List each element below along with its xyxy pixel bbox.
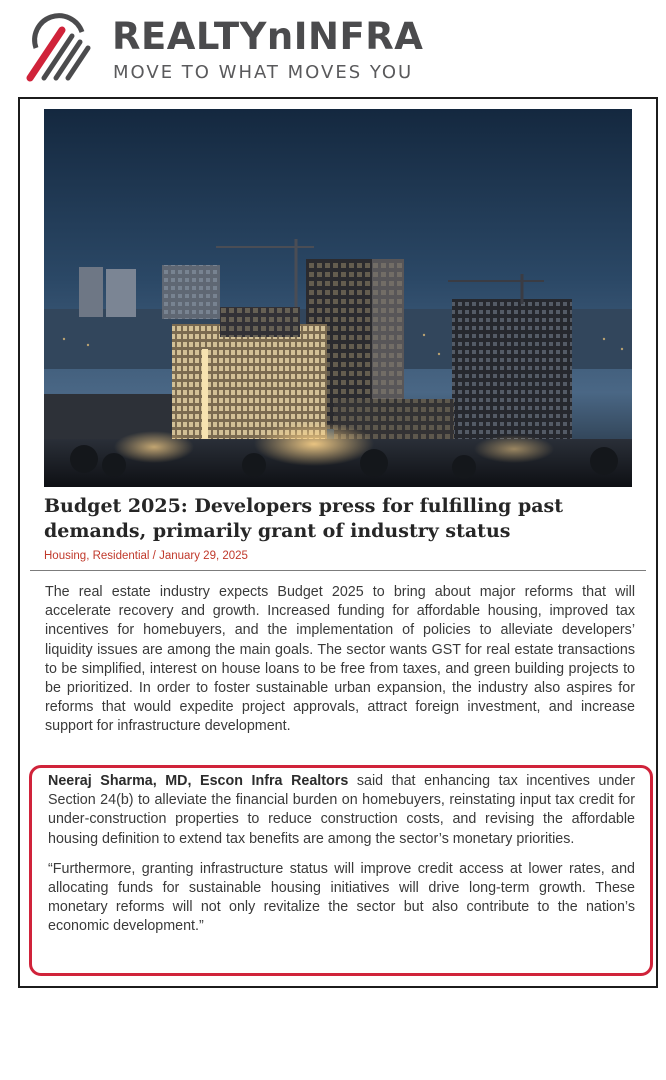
article-body: The real estate industry expects Budget 2025 to bring about major reforms that will accelerate recovery and growth. Increased funding for affordable housing, improved tax incentives for homebuyers, and the implementation of policies to alleviate developers’ liquidity issues are among the main goals. The sector wants GST for real estate transactions to be simplified, interest on house loans to be free from taxes, and green building projects to be prioritized. In order to foster sustainable urban expansion, the industry also aspires for reforms that would expedite project approvals, attract foreign investment, and increase support for infrastructure development. [45,584,635,735]
article-hero-image [44,109,632,487]
quote-speaker: Neeraj Sharma, MD, Escon Infra Realtors [48,773,349,789]
highlighted-quote-box [29,765,653,976]
meta-separator: / [149,550,160,562]
quote-paragraph-1 [48,772,635,849]
city-construction-night-photo-icon [44,109,632,487]
news-clipping [18,97,658,988]
article-date: January 29, 2025 [159,550,248,562]
brand-tagline: MOVE TO WHAT MOVES YOU [113,62,414,83]
publication-header [22,8,642,90]
section-divider [30,570,646,571]
quote-paragraph-2: “Furthermore, granting infrastructure status will improve credit access at lower rates, and allocating funds for sustainable housing initiatives will drive long-term growth. These monetary reforms will not only revitalize the sector but also contribute to the nation’s economic development.” [48,860,635,935]
brand-name: REALTYnINFRA [112,15,424,58]
brand-logo-icon [22,10,94,82]
article-categories[interactable]: Housing, Residential [44,550,150,562]
quote-intro: said that enhancing tax incentives under Section 24(b) to alleviate the financial burden on homebuyers, reinstating input tax credit for under-construction properties to reduce construction costs, and revising the affordable housing definition to extend tax benefits are among the sector’s monetary priorities. [48,773,635,847]
quote-content [48,772,635,937]
article-headline: Budget 2025: Developers press for fulfilling past demands, primarily grant of industry status [44,495,564,542]
article-meta [44,550,248,562]
